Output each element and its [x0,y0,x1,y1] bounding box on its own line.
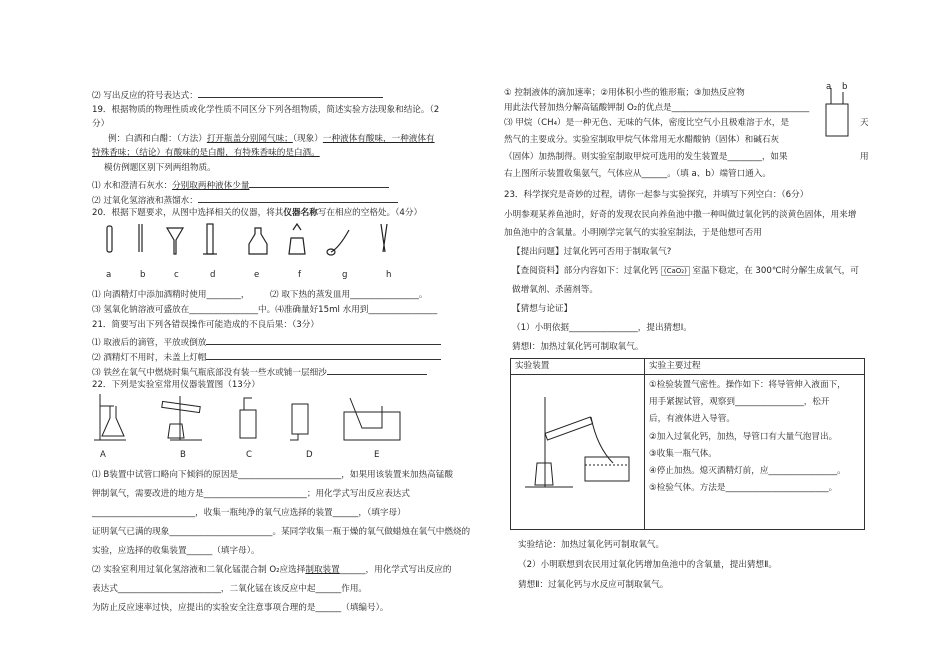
step-1: ①检验装置气密性。操作如下：将导管伸入液面下， [649,380,846,390]
step-4: ④停止加热。熄灭酒精灯前，应________________。 [649,465,846,476]
r-methane-4: 右上图所示装置收集氨气，气体应从______。（填 a、b）端管口通入。 [504,169,771,179]
port-a-label: a [826,82,832,92]
table-header-process: 实验主要过程 [645,359,865,375]
r-options: ① 控制液体的滴加速率；②用体积小些的锥形瓶；③加热反应物 [504,88,745,98]
table-header-apparatus: 实验装置 [511,359,645,375]
instrument-figures [95,222,415,268]
q21-part2: ⑵ 酒精灯不用时，未盖上灯帽 [92,350,441,363]
q19-mimic: 模仿例题区别下列两组物质。 [104,163,216,173]
q19-part2: ⑵ 过氧化氢溶液和蒸馏水： [92,193,398,206]
lamp-icon [168,424,184,438]
step-5: ⑤检验气体。方法是________________________。 [649,483,838,494]
collection-bottle-figure [818,82,856,140]
q23-info-2: 做增氧剂、杀菌剂等。 [512,285,598,295]
heating-tube-icon [545,417,592,440]
q23-hypothesis: 【猜想与论证】 [512,304,573,314]
table-apparatus-cell [511,375,645,530]
alcohol-lamp-icon [289,224,305,254]
q19-part1: ⑴ 水和澄清石灰水：分别取两种液体少量 [92,178,389,191]
heating-setup-figure [515,377,633,497]
q23-guess-1: （1）小明依据________________，提出猜想Ⅰ。 [512,323,692,333]
lamp-icon [535,463,553,485]
q20-part3: ⑶ 氢氧化钠溶液可盛放在________________中。⑷准确量好15ml 水用到________________ [92,305,438,315]
q23-story-1: 小明参观某养鱼池时，好奇的发现农民向养鱼池中撒一种叫做过氧化钙的淡黄色固体，用来增 [504,210,857,220]
funnel-icon [167,228,183,254]
q23-guess-2: （2）小明联想到农民用过氧化钙增加鱼池中的含氧量，提出猜想Ⅱ。 [518,560,777,570]
table-process-cell [645,375,865,530]
q22-part1-d: 证明氧气已满的现象________________________。某同学收集一瓶于燥的氧气做蜡烛在氧气中燃烧的 [92,527,471,537]
q23-title: 23．科学探究是奇妙的过程，请你一起参与实验探究，并填写下列空白：（6分） [504,190,809,200]
port-b-label: b [842,82,848,92]
q22-part3: 为防止反应速率过快，应提出的实验安全注意事项合理的是______（填编号）。 [92,603,389,613]
step-3: ③收集一瓶气体。 [649,448,717,459]
q21-title: 21．简要写出下列各错误操作可能造成的不良后果：（3分） [92,320,319,330]
r-methane-3-end: 用 [860,152,869,162]
r-methane-1-end: 天 [860,118,869,128]
q22-part1-a: ⑴ B装置中试管口略向下倾斜的原因是________________________，如果用该装置来加热高锰酸 [92,470,453,480]
q23-conclusion: 实验结论：加热过氧化钙可制取氧气。 [518,540,665,550]
water-trough-icon [585,457,629,481]
q23-guess-2-text: 猜想Ⅱ：过氧化钙与水反应可制取氧气。 [518,580,669,590]
collection-bottle-icon [826,104,848,136]
q18-sub2: ⑵ 写出反应的符号表达式： [92,88,383,101]
q20-part1: ⑴ 向酒精灯中添加酒精时使用________， [92,290,250,300]
flask-icon [102,406,124,436]
q20-part2: ⑵ 取下热的蒸发皿用________________。 [270,290,428,300]
q22-part1-c: ________________________，收集一瓶纯净的氧气应选择的装置______，（填字母） [92,508,406,518]
q20-title: 20．根据下题要求，从图中选择相关的仪器，将其仪器名称写在相应的空格处。（4分） [92,208,423,218]
tongs-icon [381,224,387,252]
q19-example: 例：白酒和白醋：（方法）打开瓶盖分别闻气味；（现象）一种液体有酸味，一种液体有 [108,134,435,144]
step-1c: 后，有液体进入导管。 [649,414,735,425]
q19-title-end: 分） [92,119,110,129]
gas-bottle-c-icon [240,410,256,438]
q19-example-line2: 特殊香味；（结论）有酸味的是白醋，有特殊香味的是白酒。 [92,148,320,158]
r-methane-1: ⑶ 甲烷（CH₄）是一种无色、无味的气体，密度比空气小且极难溶于水，是 [504,118,790,128]
q22-part2-a: ⑵ 实验室利用过氧化氢溶液和二氧化锰混合制 O₂应选择制取装置______，用化学式写出反应的 [92,565,452,575]
water-trough-icon [344,412,400,440]
q23-question: 【提出问题】过氧化钙可否用于制取氧气? [512,247,672,257]
test-tube-icon [107,226,112,252]
q22-part2-b: 表达式________________________，二氧化锰在该反应中起______作用。 [92,584,368,594]
heating-tube-icon [162,401,200,412]
r-methane-2: 然气的主要成分。实验室制取甲烷气体常用无水醋酸钠（固体）和碱石灰 [504,135,780,145]
cylinder-icon [207,224,213,254]
apparatus-figures [92,392,412,450]
reagent-bottle-icon [249,228,267,254]
q21-part1: ⑴ 取液后的滴管，平放或倒放 [92,335,441,348]
step-2: ②加入过氧化钙，加热，导管口有大量气泡冒出。 [649,431,838,442]
spoon-icon [331,230,349,252]
experiment-table [510,358,865,530]
q23-guess-1-text: 猜想Ⅰ：加热过氧化钙可制取氧气。 [512,342,644,352]
q22-title: 22．下列是实验室常用仪器装置图（13分） [92,380,260,390]
q21-part3: ⑶ 铁丝在氧气中燃烧时集气瓶底部没有装一些水或铺一层细沙 [92,365,427,378]
r-advantage: 用此法代替加热分解高锰酸钾制 O₂的优点是________________________________ [504,103,810,113]
q23-story-2: 加鱼池中的含氧量。小明刚学完氧气的实验室制法，于是他想可否用 [504,228,762,238]
r-methane-3: （固体）加热制得。则实验室制取甲烷可选用的发生装置是________，如果 [504,152,788,162]
step-1b: 用手紧握试管，观察到________________，松开 [649,397,830,408]
q22-part1-e: 实验，应选择的收集装置______（填字母）。 [92,546,260,556]
q23-info: 【查阅资料】部分内容如下：过氧化钙 (CaO₂) 室温下稳定，在 300℃时分解生成氧气，可 [512,266,859,276]
q22-part1-b: 钾制氧气，需要改进的地方是________________________；用化学式写出反应表达式 [92,489,410,499]
q19-title: 19．根据物质的物理性质或化学性质不同区分下列各组物质，简述实验方法现象和结论。（2 [92,105,440,115]
gas-bottle-d-icon [292,404,308,434]
